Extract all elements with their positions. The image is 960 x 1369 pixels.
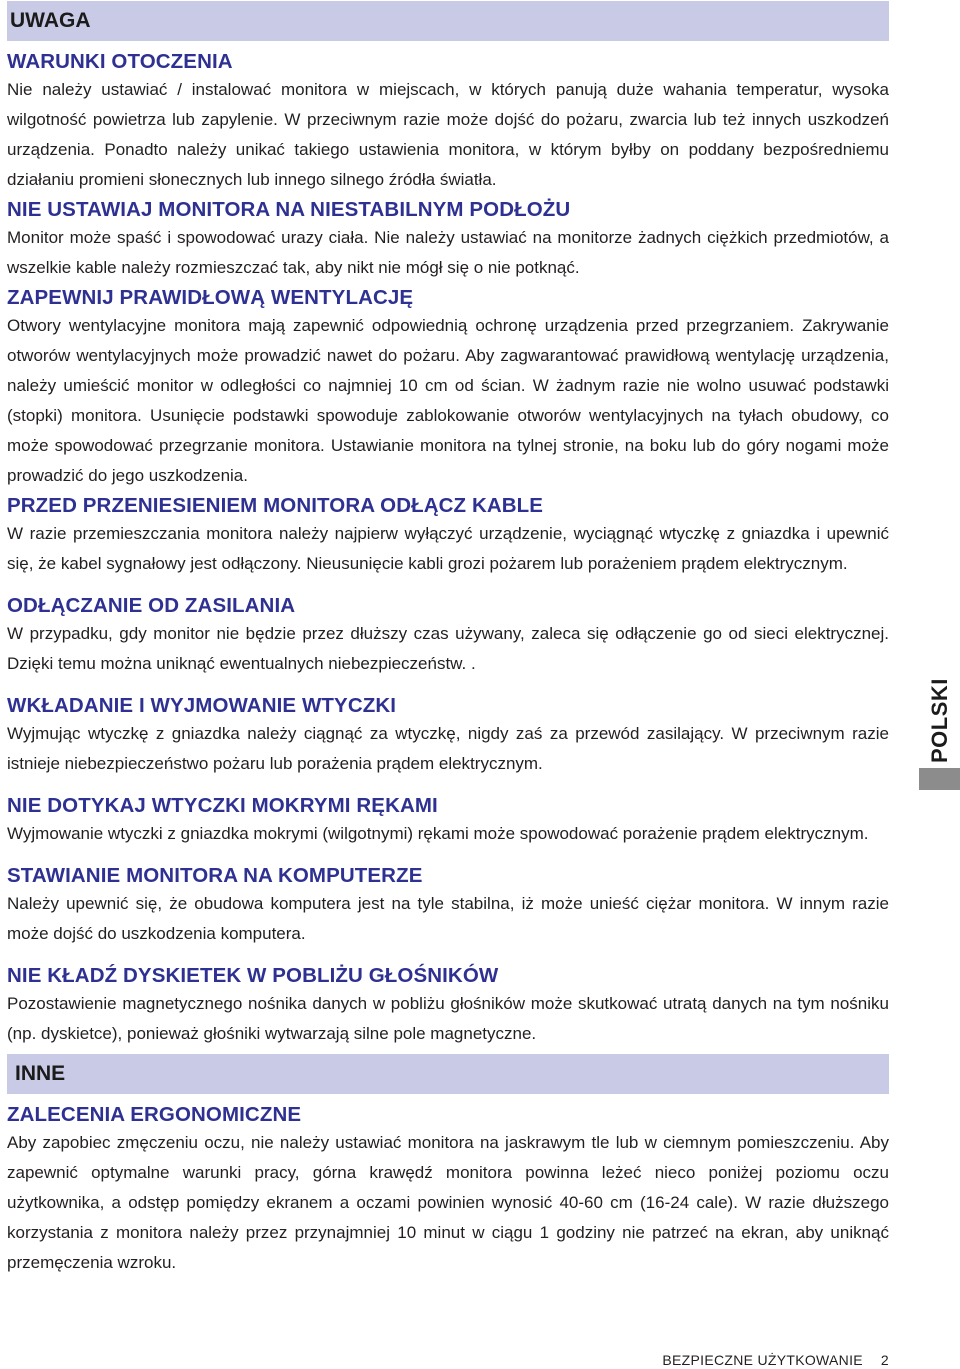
section-bar-uwaga: UWAGA [7,1,889,41]
heading-ergonomia: ZALECENIA ERGONOMICZNE [7,1103,302,1126]
paragraph-warunki-otoczenia: Nie należy ustawiać / instalować monitora w miejscach, w których panują duże wahania temperatur, wysoka wilgotność powietrza lub zapylenie. W przeciwnym razie może dojść do pożaru, zwarcia lub też innych uszkodzeń urządzenia. Ponadto należy unikać takiego ustawienia monitora, w którym byłby on poddany bezpośredniemu działaniu promieni słonecznych lub innego silnego źródła światła. [7,80,889,189]
heading-wentylacja: ZAPEWNIJ PRAWIDŁOWĄ WENTYLACJĘ [7,286,414,309]
heading-warunki-otoczenia: WARUNKI OTOCZENIA [7,50,233,73]
paragraph-odlaczanie-zasilania: W przypadku, gdy monitor nie będzie przez dłuższy czas używany, zaleca się odłączenie go od sieci elektrycznej. Dzięki temu można uniknąć ewentualnych niebezpieczeństw. . [7,624,889,673]
paragraph-monitor-na-komputerze: Należy upewnić się, że obudowa komputera jest na tyle stabilna, iż może unieść ciężar monitora. W innym razie może dojść do uszkodzenia komputera. [7,894,889,943]
heading-dyskietki: NIE KŁADŹ DYSKIETEK W POBLIŻU GŁOŚNIKÓW [7,964,499,987]
heading-mokre-rece: NIE DOTYKAJ WTYCZKI MOKRYMI RĘKAMI [7,794,438,817]
heading-odlaczanie-zasilania: ODŁĄCZANIE OD ZASILANIA [7,594,296,617]
paragraph-wentylacja: Otwory wentylacyjne monitora mają zapewnić odpowiednią ochronę urządzenia przed przegrzaniem. Zakrywanie otworów wentylacyjnych może prowadzić nawet do pożaru. Aby zagwarantować prawidłową wentylację urządzenia, należy umieścić monitor w odległości co najmniej 10 cm od ścian. W żadnym razie nie wolno usuwać podstawki (stopki) monitora. Usunięcie podstawki spowoduje zablokowanie otworów wentylacyjnych na tyłach obudowy, co może spowodować przegrzanie monitora. Ustawianie monitora na tylnej stronie, na boku lub do góry nogami może prowadzić do jego uszkodzenia. [7,316,889,485]
paragraph-niestabilne-podloze: Monitor może spaść i spowodować urazy ciała. Nie należy ustawiać na monitorze żadnych ciężkich przedmiotów, a wszelkie kable należy rozmieszczać tak, aby nikt nie mógł się o nie potknąć. [7,228,889,277]
language-tab-marker [919,768,960,790]
section-bar-inne: INNE [7,1054,889,1094]
footer-title: BEZPIECZNE UŻYTKOWANIE [662,1352,863,1368]
page-number: 2 [880,1352,889,1368]
document-body [7,0,889,1278]
paragraph-dyskietki: Pozostawienie magnetycznego nośnika danych w pobliżu głośników może skutkować utratą danych na tym nośniku (np. dyskietce), ponieważ głośniki wytwarzają silne pole magnetyczne. [7,994,889,1043]
paragraph-ergonomia: Aby zapobiec zmęczeniu oczu, nie należy ustawiać monitora na jaskrawym tle lub w ciemnym pomieszczeniu. Aby zapewnić optymalne warunki pracy, górna krawędź monitora powinna leżeć nieco poniżej poziomu oczu użytkownika, a odstęp pomiędzy ekranem a oczami powinien wynosić 40-60 cm (16-24 cale). W razie dłuższego korzystania z monitora należy przez przynajmniej 10 minut w ciągu 1 godziny nie patrzeć na ekran, aby uniknąć przemęczenia wzroku. [7,1133,889,1272]
heading-odlacz-kable: PRZED PRZENIESIENIEM MONITORA ODŁĄCZ KABLE [7,494,544,517]
heading-niestabilne-podloze: NIE USTAWIAJ MONITORA NA NIESTABILNYM PODŁOŻU [7,198,571,221]
paragraph-odlacz-kable: W razie przemieszczania monitora należy najpierw wyłączyć urządzenie, wyciągnąć wtyczkę z gniazdka i upewnić się, że kabel sygnałowy jest odłączony. Nieusunięcie kabli grozi pożarem lub porażeniem prądem elektrycznym. [7,524,889,573]
paragraph-mokre-rece: Wyjmowanie wtyczki z gniazdka mokrymi (wilgotnymi) rękami może spowodować porażenie prądem elektrycznym. [7,824,869,843]
language-tab-label: POLSKI [927,678,952,763]
page-footer [662,1352,889,1368]
heading-wtyczka: WKŁADANIE I WYJMOWANIE WTYCZKI [7,694,397,717]
heading-monitor-na-komputerze: STAWIANIE MONITORA NA KOMPUTERZE [7,864,423,887]
paragraph-wtyczka: Wyjmując wtyczkę z gniazdka należy ciągnąć za wtyczkę, nigdy zaś za przewód zasilający. W przeciwnym razie istnieje niebezpieczeństwo pożaru lub porażenia prądem elektrycznym. [7,724,889,773]
